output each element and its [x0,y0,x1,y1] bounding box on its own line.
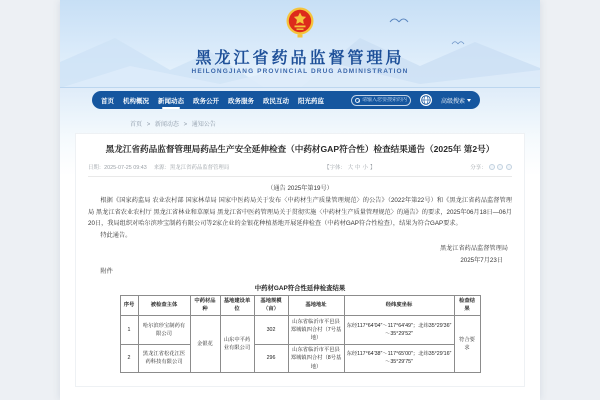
article-card [75,133,525,387]
nav-pill [92,91,480,109]
cell-coordinates: 东经117°64′38″～117°65′00″；北纬35°29′16″～35°29′75″ [344,344,454,373]
col-header-entity: 被检查主体 [138,295,190,315]
share-label: 分享： [470,164,487,171]
cell-address: 山东省临沂市平邑县郑城镇四合村（8号基地） [288,344,344,373]
article-body [88,183,512,278]
cell-no: 2 [120,344,138,373]
share-widget [470,163,512,171]
font-size-prefix: 【字体： [324,164,346,171]
cell-entity: 哈尔滨珍宝制药有限公司 [138,316,190,345]
font-size-large-button[interactable]: 大 [347,164,354,171]
breadcrumb-separator: > [183,122,188,128]
nav-item-home[interactable]: 首页 [101,97,114,105]
content-area [60,112,540,400]
nav-item-news[interactable]: 新闻动态 [158,97,184,105]
publish-date: 日期：2025-07-25 09:43 [88,164,147,171]
cell-coordinates: 东经117°64′04″～117°64′49″；北纬35°29′36″～35°29′52″ [344,316,454,345]
attachment-label: 附件 [100,268,113,276]
cell-builder: 山东中平药业有限公司 [220,316,254,373]
cell-scale: 296 [254,344,288,373]
chevron-down-icon [467,99,471,102]
document-number: （通告 2025年第19号） [267,184,333,192]
share-icon[interactable] [497,164,503,170]
cell-entity: 黑龙江省松花江医药科技有限公司 [138,344,190,373]
cell-variety: 金银花 [190,316,220,373]
share-icon[interactable] [489,164,495,170]
signature: 黑龙江省药品监督管理局 [439,245,508,253]
national-emblem-icon [285,6,315,38]
table-row [120,316,480,345]
font-size-suffix: 】 [369,164,376,171]
breadcrumb-notices[interactable]: 通知公告 [191,122,216,128]
breadcrumb [60,112,540,133]
article-meta [88,163,512,177]
nav-item-sunshine[interactable]: 阳光药监 [298,97,324,105]
source: 来源：黑龙江省药品监督管理局 [153,164,230,171]
search-box[interactable] [351,95,411,106]
nav-item-gov-disclosure[interactable]: 政务公开 [193,97,219,105]
col-header-scale: 基地规模（亩） [254,295,288,315]
breadcrumb-separator: > [146,122,151,128]
search-icon [355,98,360,103]
article-meta-left [88,163,229,171]
font-size-small-button[interactable]: 小 [362,164,368,171]
cell-no: 1 [120,316,138,345]
breadcrumb-home[interactable]: 首页 [130,122,143,128]
col-header-address: 基地地址 [288,295,344,315]
col-header-coordinates: 经纬度坐标 [344,295,454,315]
cell-result: 符合要求 [454,316,480,373]
cell-address: 山东省临沂市平邑县郑城镇四合村（7号基地） [288,316,344,345]
globe-icon[interactable] [420,94,432,106]
site-title: 黑龙江省药品监督管理局 [195,50,405,67]
inspection-results-table [120,295,481,374]
article-paragraph: 根据《国家药监局 农业农村部 国家林草局 国家中医药局关于发布〈中药材生产质量管理规范〉的公告》（2022年第22号）和《黑龙江省药品监督管理局 黑龙江省农业农村厅 黑龙江省林业和草原局 黑龙江省中医药管理局关于贯彻实施〈中药材生产质量管理规范〉的通告》的要求，2025年06月18日—06月20日，我局组织对哈尔滨珍宝制药有限公司等2家企业的金银花种植基地开展延伸检查（中药材GAP符合性检查），结果为符合GAP要求。 [88,197,512,228]
birds-decoration [390,19,408,22]
table-header-row [120,295,480,315]
site-container [60,0,540,400]
table-caption: 中药材GAP符合性延伸检查结果 [254,284,346,292]
nav-item-organization[interactable]: 机构概况 [123,97,149,105]
advanced-search-label: 高级搜索 [440,98,465,105]
font-size-widget [324,163,375,171]
breadcrumb-news[interactable]: 新闻动态 [154,122,179,128]
table-row [120,344,480,373]
font-size-medium-button[interactable]: 中 [355,164,361,171]
site-banner [60,0,540,88]
col-header-result: 检查结果 [454,295,480,315]
col-header-no: 序号 [120,295,138,315]
article-closing: 特此通告。 [100,231,132,239]
col-header-builder: 基地建设单位 [220,295,254,315]
advanced-search-button[interactable] [441,96,471,105]
share-icon[interactable] [506,164,512,170]
search-input[interactable] [362,97,407,103]
nav-item-interaction[interactable]: 政民互动 [263,97,289,105]
col-header-variety: 中药材品种 [190,295,220,315]
cell-scale: 302 [254,316,288,345]
navigation-bar [60,88,540,112]
site-subtitle: HEILONGJIANG PROVINCIAL DRUG ADMINISTRATION [191,68,409,75]
nav-item-gov-services[interactable]: 政务服务 [228,97,254,105]
article-title: 黑龙江省药品监督管理局药品生产安全延伸检查（中药材GAP符合性）检查结果通告（2025年 第2号） [105,144,495,154]
signature-date: 2025年7月23日 [460,256,503,264]
